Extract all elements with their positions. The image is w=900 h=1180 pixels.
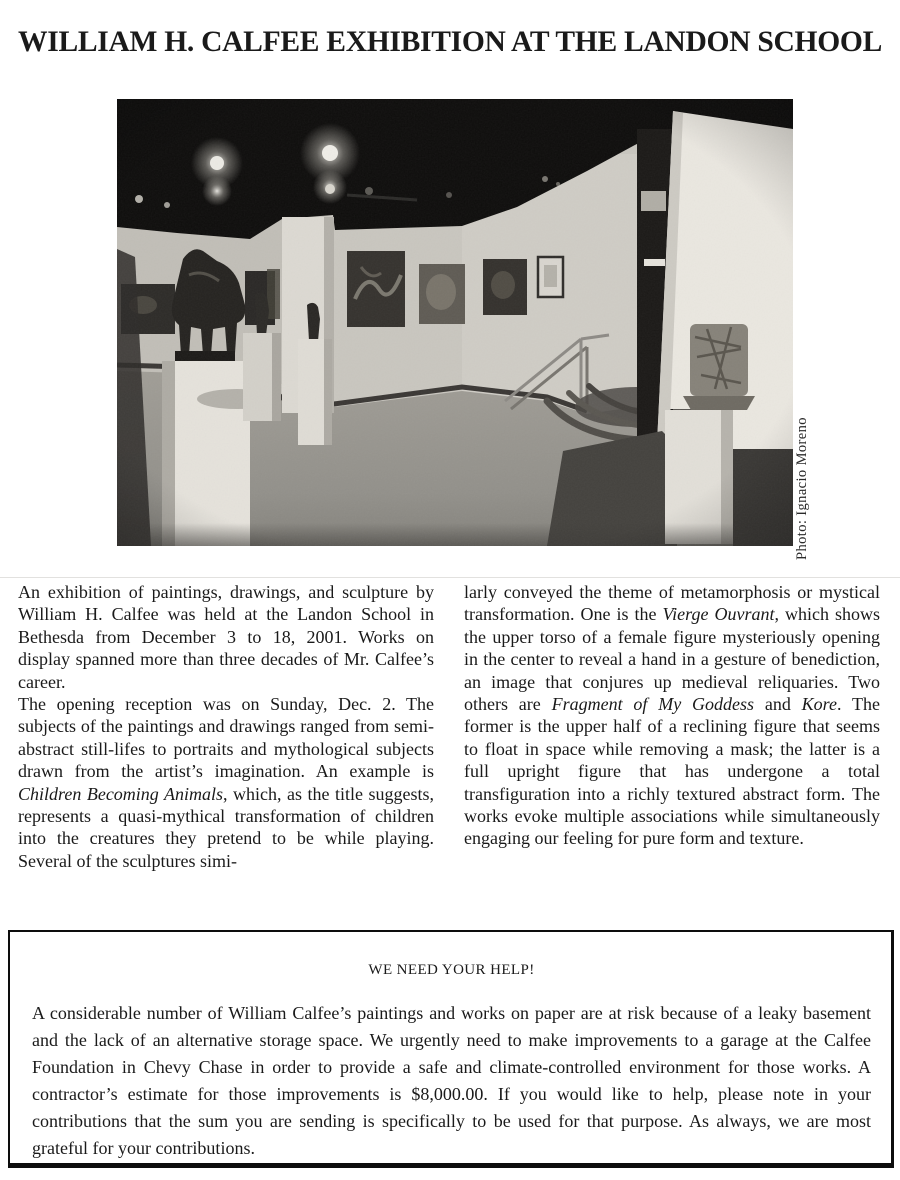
article-paragraph-2: The opening reception was on Sunday, Dec. 2. The subjects of the paintings and drawings ranged from semi-abstract still-lifes to portraits and mythological subjects drawn from the artist’s imagination. An example is Children Becoming Animals, which, as the title suggests, represents a quasi-mythical transformation of children into the creatures they pretend to be while playing. Several of the sculptures simi-	[18, 694, 434, 871]
article-paragraph-1: An exhibition of paintings, drawings, and sculpture by William H. Calfee was held at the Landon School in Bethesda from December 3 to 18, 2001. Works on display spanned more than three decades of Mr. Calfee’s career.	[18, 582, 434, 692]
gallery-photo-illustration	[117, 99, 793, 546]
article-left-column	[18, 581, 434, 872]
article-right-column	[464, 581, 880, 872]
help-box-heading: WE NEED YOUR HELP!	[368, 962, 535, 978]
photo-credit: Photo: Ignacio Moreno	[794, 417, 810, 560]
exhibition-photo	[117, 99, 793, 546]
article-columns	[18, 581, 880, 872]
column-top-rule	[0, 577, 900, 578]
article-paragraph-3: larly conveyed the theme of metamorphosis or mystical transformation. One is the Vierge Ouvrant, which shows the upper torso of a female figure mysteriously opening in the center to reveal a hand in a gesture of benediction, an image that conjures up medieval reliquaries. Two others are Fragment of My Goddess and Kore. The former is the upper half of a reclining figure that seems to float in space while removing a mask; the latter is a full upright figure that has undergone a total transfiguration into a richly textured abstract form. The works evoke multiple associations while simultaneously engaging our feeling for pure form and texture.	[464, 582, 880, 849]
help-box-body: A considerable number of William Calfee’s paintings and works on paper are at risk because of a leaky basement and the lack of an alternative storage space. We urgently need to make improvements to a garage at the Calfee Foundation in Chevy Chase in order to provide a safe and climate-controlled environment for those works. A contractor’s estimate for those improvements is $8,000.00. If you would like to help, please note in your contributions that the sum you are sending is specifically to be used for that purpose. As always, we are most grateful for your contributions.	[32, 1003, 871, 1158]
page-title: WILLIAM H. CALFEE EXHIBITION AT THE LANDON SCHOOL	[18, 25, 882, 59]
help-box	[8, 930, 894, 1168]
